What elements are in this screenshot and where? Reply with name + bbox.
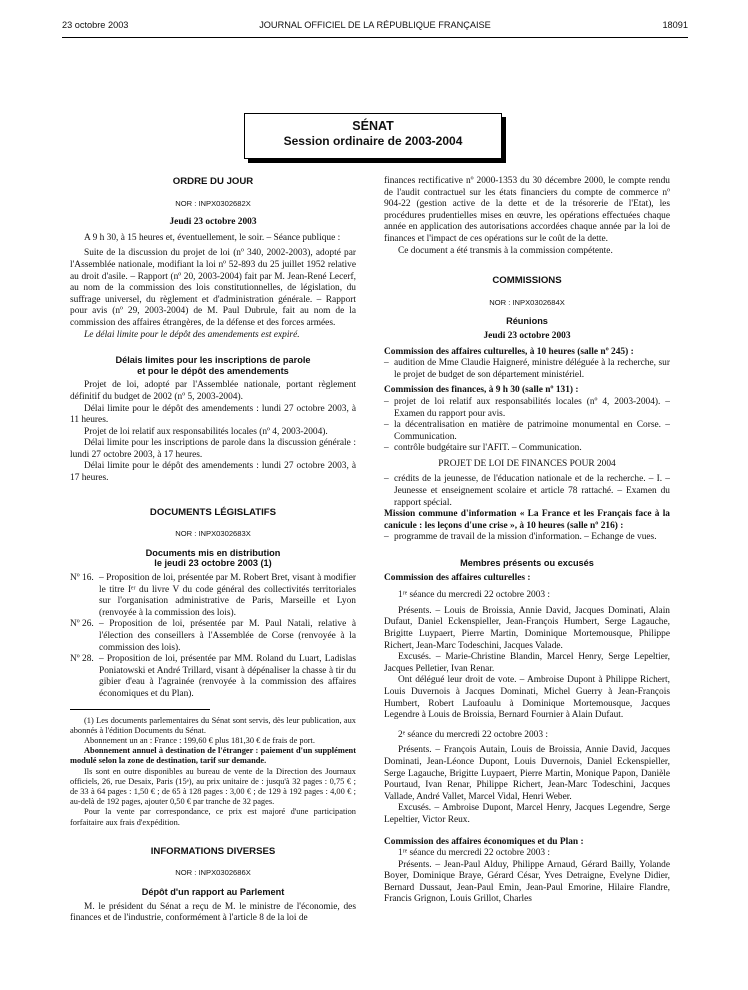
membres-heading: Membres présents ou excusés xyxy=(460,558,594,569)
seance-3: 1ʳᵉ séance du mercredi 22 octobre 2003 : xyxy=(398,848,551,859)
seance-2-presents: Présents. – François Autain, Louis de Broissia, Annie David, Jacques Dominati, Jean-Léonce Dupont, Louis Duvernois, Daniel Eckenspieller, Serge Lagauche, Brigitte Luypaert, Pierre Martin, Monique Papon, Danièle Pourtaud, Ivan Renar, Philippe Richert, Jean-Marc Todeschini, Jacques Vallade, André Vallet, Marcel Vidal, Henri Weber. xyxy=(384,745,670,802)
seance-1-delegue: Ont délégué leur droit de vote. – Ambroise Dupont à Philippe Richert, Louis Duvernois à Jacques Dominati, Michel Guerry à Jean-François Humbert, Robert Laufoaulu à Dominique Mortemousque, Jacques Legendre à Louis de Broissia, Bernard Fournier à Alain Dufaut. xyxy=(384,675,670,721)
right-column xyxy=(384,176,670,906)
agenda-item-text: projet de loi relatif aux responsabilités locales (nº 4, 2003-2004). – Examen du rapport pour avis. xyxy=(394,396,670,419)
agenda-item: – la décentralisation en matière de patrimoine monumental en Corse. – Communication. xyxy=(384,420,670,442)
ordre-discussion: Suite de la discussion du projet de loi (nº 340, 2002-2003), adopté par l'Assemblée nationale, modifiant la loi nº 52-893 du 25 juillet 1952 relative au droit d'asile. – Rapport (nº 20, 2003-2004) fait par M. Jean-René Lecerf, au nom de la commission des lois constitutionnelles, de législation, du suffrage universel, du règlement et d'administration générale. – Rapport pour avis (nº 29, 2003-2004) de M. Paul Dubrule, fait au nom de la commission des affaires étrangères, de la défense et des forces armées. xyxy=(70,248,356,328)
agenda-item-text: audition de Mme Claudie Haigneré, ministre déléguée à la recherche, sur le projet de budget de son département ministériel. xyxy=(394,358,670,380)
seance-1-excuses: Excusés. – Marie-Christine Blandin, Marcel Henry, Serge Lepeltier, Jacques Pelletier, Ivan Renar. xyxy=(384,652,670,674)
agenda-item-text: la décentralisation en matière de patrimoine monumental en Corse. – Communication. xyxy=(394,420,670,442)
delais-p3: Projet de loi relatif aux responsabilités locales (nº 4, 2003-2004). xyxy=(84,426,328,437)
commission-economiques-membres: Commission des affaires économiques et du Plan : xyxy=(384,836,584,847)
documents-sub-1: Documents mis en distribution xyxy=(145,547,281,558)
seance-1-presents: Présents. – Louis de Broissia, Annie David, Jacques Dominati, Alain Dufaut, Daniel Eckenspieller, Jean-François Humbert, Serge Lagauche, Brigitte Luypaert, Pierre Martin, Dominique Mortemousque, Philippe Richert, Jean-Marc Todeschini, Jacques Valade. xyxy=(384,605,670,651)
document-item xyxy=(70,619,356,654)
rapport-transmis: Ce document a été transmis à la commission compétente. xyxy=(398,245,613,256)
page-header xyxy=(62,20,688,34)
ordre-delai: Le délai limite pour le dépôt des amendements est expiré. xyxy=(84,329,300,340)
header-rule xyxy=(62,37,688,38)
document-number: Nº 28. xyxy=(70,654,94,665)
footnote: Ils sont en outre disponibles au bureau de vente de la Direction des Journaux officiels, 26, rue Desaix, Paris (15ᵉ), au prix unitaire de : jusqu'à 32 pages : 0,75 € ; de 33 à 64 pages : 1,50 € ; de 65 à 128 pages : 3,00 € ; de 129 à 192 pages : 4,00 € ; au-delà de 192 pages, ajouter 0,50 € par tranche de 32 pages. xyxy=(70,766,356,807)
delais-p1: Projet de loi, adopté par l'Assemblée nationale, portant règlement définitif du budget de 2002 (nº 5, 2003-2004). xyxy=(70,380,356,402)
agenda-item: – projet de loi relatif aux responsabilités locales (nº 4, 2003-2004). – Examen du rapport pour avis. xyxy=(384,396,670,419)
left-column xyxy=(70,176,356,925)
document-item xyxy=(70,654,356,700)
documents-heading: DOCUMENTS LÉGISLATIFS xyxy=(149,506,277,518)
title-senat: SÉNAT xyxy=(352,119,394,133)
rapport-text: M. le président du Sénat a reçu de M. le ministre de l'économie, des finances et de l'industrie, conformément à l'article 8 de la loi de xyxy=(70,901,356,924)
informations-heading: INFORMATIONS DIVERSES xyxy=(150,845,276,857)
reunions-heading: Réunions xyxy=(506,316,548,327)
agenda-item: – audition de Mme Claudie Haigneré, ministre déléguée à la recherche, sur le projet de budget de son département ministériel. xyxy=(384,358,670,380)
footnote: Abonnement un an : France : 199,60 € plus 181,30 € de frais de port. xyxy=(84,735,315,745)
footnote: Pour la vente par correspondance, ce prix est majoré d'une participation forfaitaire aux frais d'expédition. xyxy=(70,807,356,827)
delais-p2: Délai limite pour le dépôt des amendements : lundi 27 octobre 2003, à 11 heures. xyxy=(70,403,356,426)
commission-culturelles-title: Commission des affaires culturelles, à 10 heures (salle nº 245) : xyxy=(384,346,634,357)
agenda-item: – programme de travail de la mission d'information. – Echange de vues. xyxy=(384,532,670,544)
documents-sub-2: le jeudi 23 octobre 2003 (1) xyxy=(154,558,272,569)
delais-heading-2: et pour le dépôt des amendements xyxy=(137,365,289,376)
document-item xyxy=(70,573,356,619)
seance-2-excuses: Excusés. – Ambroise Dupont, Marcel Henry, Jacques Legendre, Serge Lepeltier, Victor Reux. xyxy=(384,803,670,825)
delais-heading-1: Délais limites pour les inscriptions de parole xyxy=(115,355,311,366)
document-text: – Proposition de loi, présentée par M. Paul Natali, relative à l'élection des conseillers à l'Assemblée de Corse (renvoyée à la commission des lois). xyxy=(99,619,356,653)
title-session: Session ordinaire de 2003-2004 xyxy=(283,134,463,148)
rapport-heading: Dépôt d'un rapport au Parlement xyxy=(141,886,285,897)
seance-1: 1ʳᵉ séance du mercredi 22 octobre 2003 : xyxy=(398,590,551,601)
commissions-heading: COMMISSIONS xyxy=(492,275,562,287)
footnote: Abonnement annuel à destination de l'étranger : paiement d'un supplément modulé selon la zone de destination, tarif sur demande. xyxy=(70,746,356,766)
documents-nor: NOR : INPX0302683X xyxy=(175,529,251,539)
agenda-item-text: crédits de la jeunesse, de l'éducation nationale et de la recherche. – I. – Jeunesse et enseignement scolaire et article 78 rattaché. – Examen du rapport spécial. xyxy=(394,474,670,508)
ordre-nor: NOR : INPX0302682X xyxy=(175,198,251,208)
informations-nor: NOR : INPX0302686X xyxy=(175,868,251,878)
delais-p5: Délai limite pour le dépôt des amendements : lundi 27 octobre 2003, à 17 heures. xyxy=(70,461,356,484)
agenda-item-text: programme de travail de la mission d'information. – Echange de vues. xyxy=(394,532,657,543)
footnote-rule xyxy=(70,709,210,710)
document-text: – Proposition de loi, présentée par MM. Roland du Luart, Ladislas Poniatowski et André Trillard, visant à dépénaliser la chasse à tir du gibier d'eau à l'agrainée (renvoyée à la commission des affaires économiques et du Plan). xyxy=(99,654,356,699)
commissions-nor: NOR : INPX0302684X xyxy=(489,297,565,307)
ordre-date: Jeudi 23 octobre 2003 xyxy=(169,217,257,228)
seance-3-presents: Présents. – Jean-Paul Alduy, Philippe Arnaud, Gérard Bailly, Yolande Boyer, Dominique Braye, Gérard César, Yves Detraigne, Evelyne Didier, Bernard Dussaut, Jean-Paul Emin, Jean-Paul Emorine, Hilaire Flandre, Francis Grignon, Louis Grillot, Charles xyxy=(384,859,670,905)
ordre-du-jour-heading: ORDRE DU JOUR xyxy=(172,176,254,187)
header-page-number: 18091 xyxy=(662,20,688,30)
ordre-seance: A 9 h 30, à 15 heures et, éventuellement, le soir. – Séance publique : xyxy=(84,232,341,243)
header-journal: JOURNAL OFFICIEL DE LA RÉPUBLIQUE FRANÇAISE xyxy=(259,20,491,30)
footnote: (1) Les documents parlementaires du Sénat sont servis, dès leur publication, aux abonnés à l'édition Documents du Sénat. xyxy=(70,715,356,735)
document-text: – Proposition de loi, présentée par M. Robert Bret, visant à modifier le titre Iᵉʳ du livre V du code général des collectivités territoriales sur l'organisation administrative de Paris, Marseille et Lyon (renvoyée à la commission des lois). xyxy=(99,573,356,618)
document-number: Nº 16. xyxy=(70,573,94,584)
plf-heading: PROJET DE LOI DE FINANCES POUR 2004 xyxy=(438,458,616,469)
commission-culturelles-membres: Commission des affaires culturelles : xyxy=(384,572,531,583)
document-number: Nº 26. xyxy=(70,619,94,630)
agenda-item: – crédits de la jeunesse, de l'éducation nationale et de la recherche. – I. – Jeunesse et enseignement scolaire et article 78 rattaché. – Examen du rapport spécial. xyxy=(384,474,670,508)
agenda-item: – contrôle budgétaire sur l'AFIT. – Communication. xyxy=(384,443,670,455)
delais-p4: Délai limite pour les inscriptions de parole dans la discussion générale : lundi 27 octobre 2003, à 17 heures. xyxy=(70,438,356,460)
footnotes xyxy=(70,716,356,828)
title-box xyxy=(244,113,502,159)
mission-title: Mission commune d'information « La France et les Français face à la canicule : les leçons d'une crise », à 10 heures (salle nº 216) : xyxy=(384,509,670,531)
seance-2: 2ᵉ séance du mercredi 22 octobre 2003 : xyxy=(398,729,549,740)
rapport-continuation: finances rectificative nº 2000-1353 du 30 décembre 2000, le compte rendu de l'audit contractuel sur les états financiers du compte de commerce nº 904-22 (gestion active de la dette et de la trésorerie de l'Etat), les procédures prudentielles mises en œuvre, les opérations effectuées chaque année en application des autorisations accordées chaque année par la loi de finances et l'impact de ces opérations sur le coût de la dette. xyxy=(384,176,670,244)
reunions-date: Jeudi 23 octobre 2003 xyxy=(483,330,571,341)
header-date: 23 octobre 2003 xyxy=(62,20,129,30)
agenda-item-text: contrôle budgétaire sur l'AFIT. – Communication. xyxy=(394,443,582,454)
commission-finances-title: Commission des finances, à 9 h 30 (salle nº 131) : xyxy=(384,385,579,396)
